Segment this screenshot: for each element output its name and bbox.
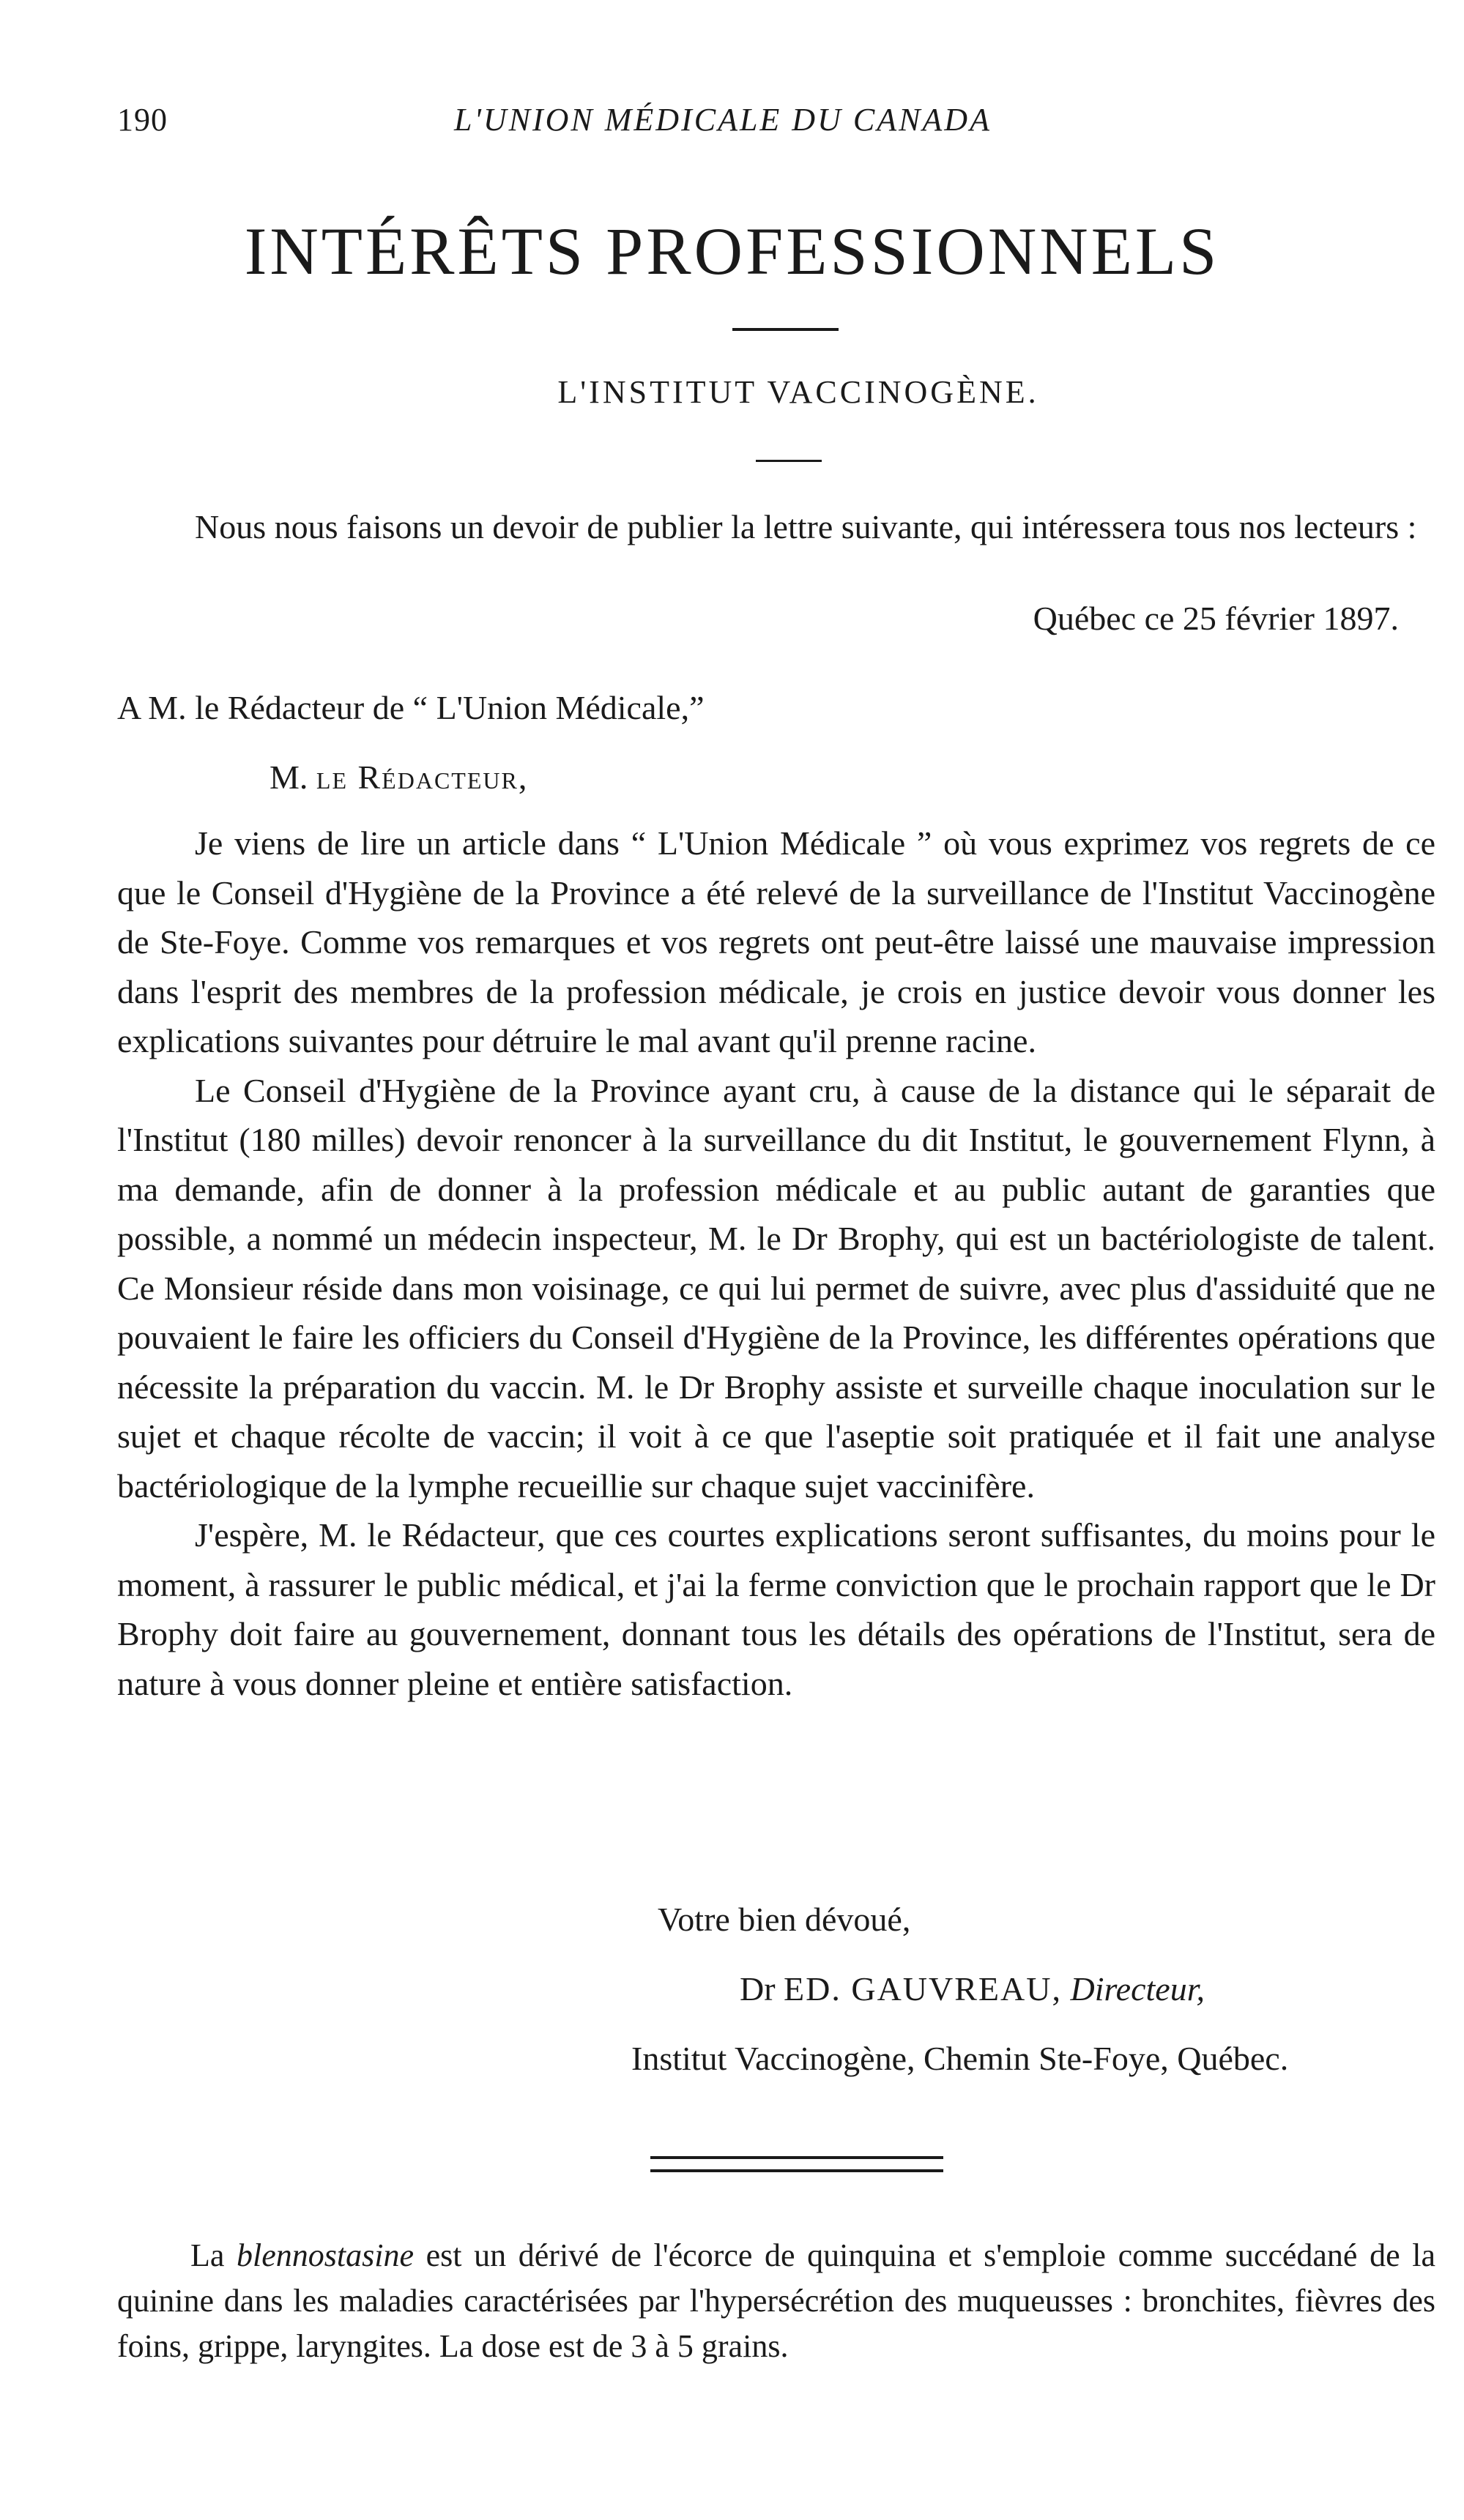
letter-salutation [270,758,855,797]
signature-name: ED. GAUVREAU, [784,1970,1062,2008]
running-head [117,101,1069,145]
signature-role: Directeur, [1070,1970,1205,2008]
double-rule-divider [650,2156,943,2172]
letter-signature [740,1969,1205,2008]
salutation-title: le Rédacteur, [316,758,529,796]
letter-paragraph: Je viens de lire un article dans “ L'Union Médicale ” où vous exprimez vos regrets de ce que le Conseil d'Hygiène de la Province a été relevé de la surveillance de l'Institut Vaccinogène de Ste-Foye. Comme vos remarques et vos regrets ont peut-être laissé une mauvaise impression dans l'esprit des membres de la profession médicale, je crois en justice devoir vous donner les explications suivantes pour détruire le mal avant qu'il prenne racine. [117,824,1435,1059]
journal-title: L'UNION MÉDICALE DU CANADA [454,102,992,138]
article-title: L'INSTITUT VACCINOGÈNE. [557,374,1039,410]
subtitle-rule [756,460,822,462]
footnote-term: blennostasine [237,2237,415,2273]
letter-paragraph: Le Conseil d'Hygiène de la Province ayant cru, à cause de la distance qui le séparait de l'Institut (180 milles) devoir renoncer à la surveillance du dit Institut, le gouvernement Flynn, à ma demande, afin de donner à la profession médicale et au public autant de garanties que possible, a nommé un médecin inspecteur, M. le Dr Brophy, qui est un bactériologiste de talent. Ce Monsieur réside dans mon voisinage, ce qui lui permet de suivre, avec plus d'assiduité que ne pouvaient le faire les officiers du Conseil d'Hygiène de la Province, les différentes opérations que nécessite la préparation du vaccin. M. le Dr Brophy assiste et surveille chaque inoculation sur le sujet et chaque récolte de vaccin; il voit à ce que l'aseptie soit pratiquée et il fait une analyse bactériologique de la lymphe recueillie sur chaque sujet vaccinifère. [117,1071,1435,1505]
letter-body [117,819,1435,1708]
salutation-prefix: M. [270,758,308,796]
signature-address: Institut Vaccinogène, Chemin Ste-Foye, Québec. [631,2040,1289,2077]
page-number: 190 [117,102,168,138]
footnote [117,2233,1435,2369]
letter-paragraph: J'espère, M. le Rédacteur, que ces courtes explications seront suffisantes, du moins pour le moment, à rassurer le public médical, et j'ai la ferme conviction que le prochain rapport que le Dr Brophy doit faire au gouvernement, donnant tous les détails des opérations de l'Institut, sera de nature à vous donner pleine et entière satisfaction. [117,1516,1435,1702]
letter-date: Québec ce 25 février 1897. [1033,600,1399,637]
intro-paragraph: Nous nous faisons un devoir de publier la lettre suivante, qui intéressera tous nos lecteurs : [195,508,1417,545]
section-title: INTÉRÊTS PROFESSIONNELS [244,214,1220,288]
letter-addressee: A M. le Rédacteur de “ L'Union Médicale,” [117,689,705,726]
footnote-lead: La [190,2237,225,2273]
title-rule [732,328,839,331]
letter-closing: Votre bien dévoué, [658,1901,911,1938]
footnote-text: est un dérivé de l'écorce de quinquina et s'emploie comme succédané de la quinine dans les maladies caractérisées par l'hypersécrétion des muqueusses : bronchites, fièvres des foins, grippe, laryngites. La dose est de 3 à 5 grains. [117,2237,1435,2364]
signature-prefix: Dr [740,1970,776,2008]
